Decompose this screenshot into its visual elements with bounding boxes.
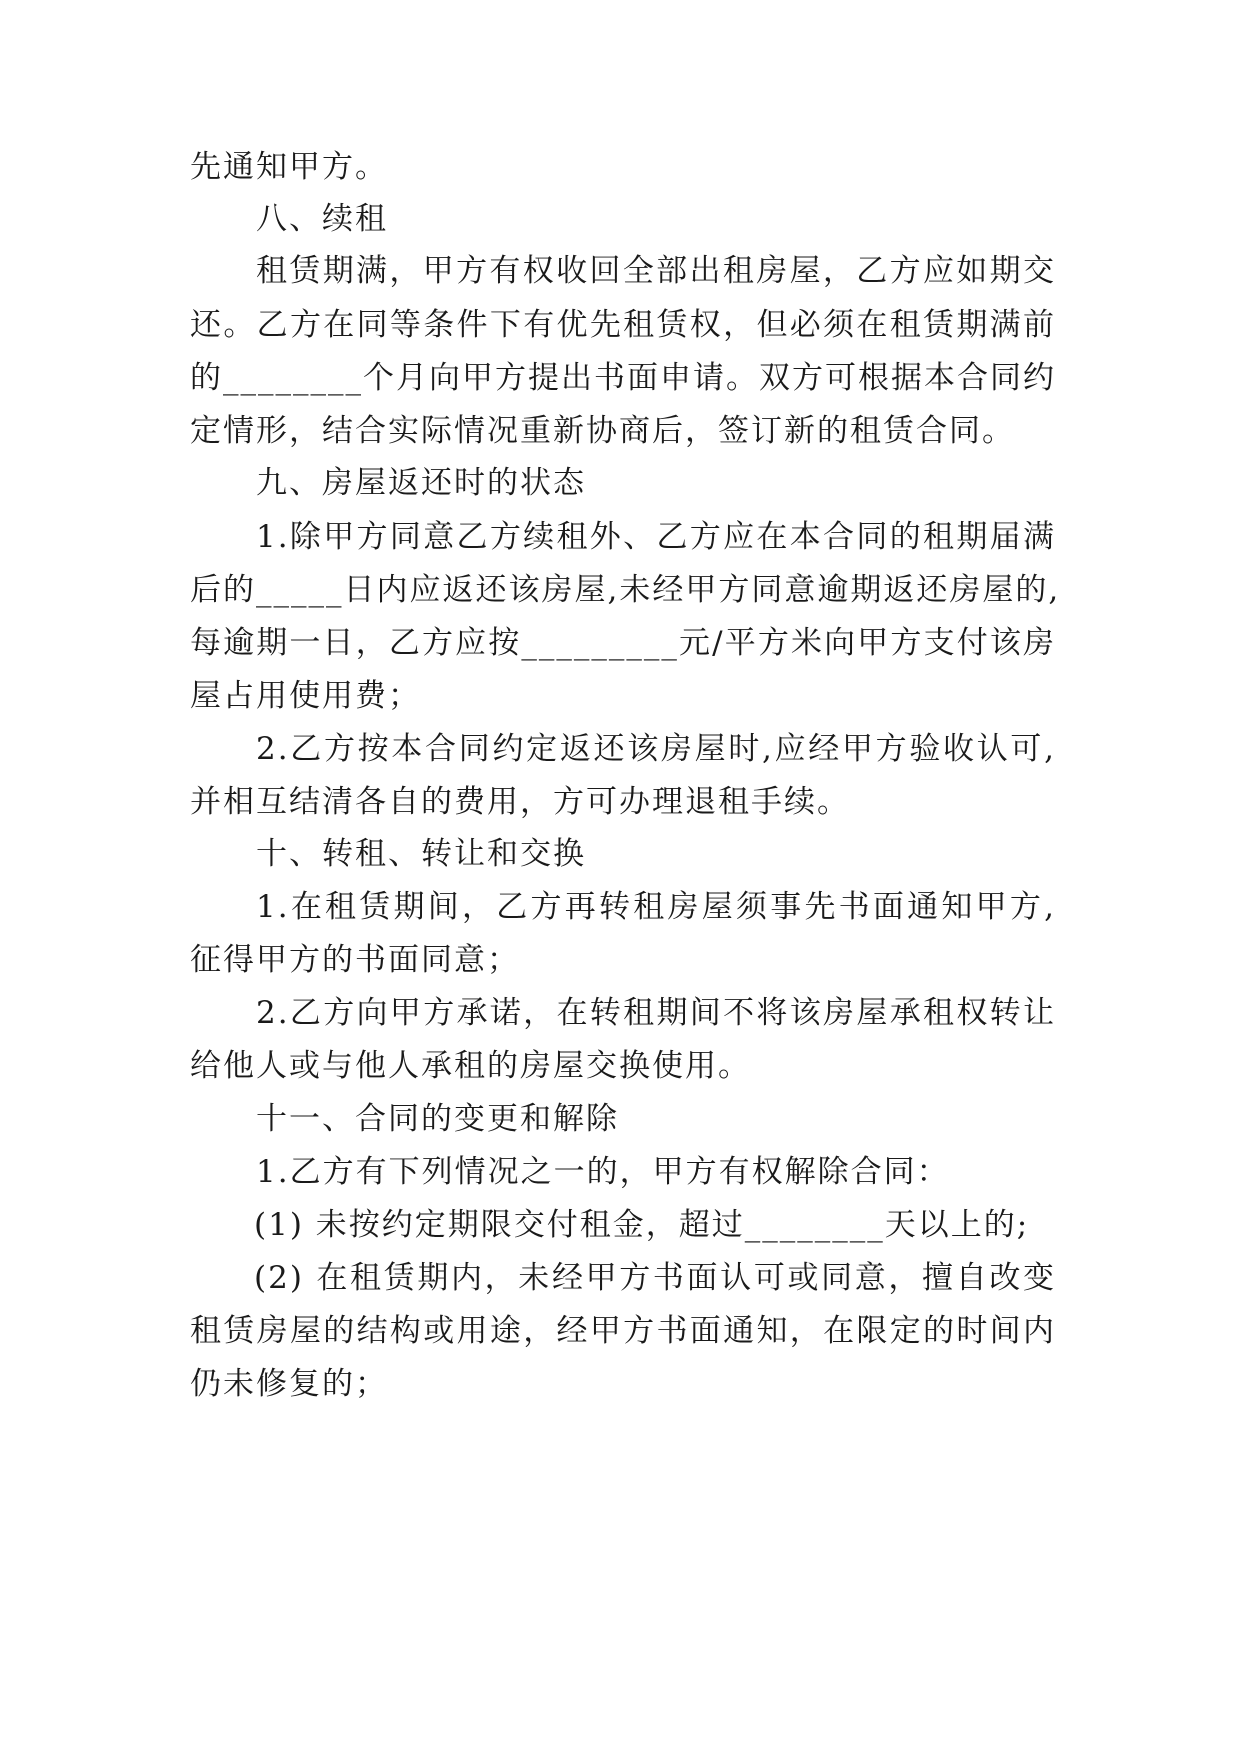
paragraph-line: 租赁期满，甲方有权收回全部出租房屋，乙方应如期交	[256, 253, 1056, 289]
paragraph-line: 还。乙方在同等条件下有优先租赁权，但必须在租赁期满前	[190, 307, 1056, 343]
clause-line: 1.乙方有下列情况之一的，甲方有权解除合同：	[256, 1154, 950, 1190]
clause-line: 征得甲方的书面同意；	[190, 942, 520, 978]
section-heading-11: 十一、合同的变更和解除	[256, 1101, 619, 1137]
clause-line: 2.乙方向甲方承诺，在转租期间不将该房屋承租权转让	[256, 995, 1056, 1031]
sub-clause-line: (1) 未按约定期限交付租金，超过________天以上的;	[254, 1207, 1030, 1243]
clause-line: 并相互结清各自的费用，方可办理退租手续。	[190, 784, 850, 820]
sub-clause-line: 租赁房屋的结构或用途，经甲方书面通知，在限定的时间内	[190, 1313, 1056, 1349]
clause-line: 给他人或与他人承租的房屋交换使用。	[190, 1048, 751, 1084]
sub-clause-line: 仍未修复的；	[190, 1366, 388, 1402]
clause-line: 2.乙方按本合同约定返还该房屋时,应经甲方验收认可,	[256, 731, 1056, 767]
clause-line: 每逾期一日，乙方应按_________元/平方米向甲方支付该房	[190, 625, 1056, 661]
sub-clause-line: (2) 在租赁期内，未经甲方书面认可或同意，擅自改变	[254, 1260, 1056, 1296]
clause-line: 后的_____日内应返还该房屋,未经甲方同意逾期返还房屋的,	[190, 572, 1061, 608]
clause-line: 屋占用使用费；	[190, 678, 421, 714]
clause-line: 1.除甲方同意乙方续租外、乙方应在本合同的租期届满	[256, 519, 1056, 555]
text-line: 先通知甲方。	[190, 149, 388, 185]
section-heading-9: 九、房屋返还时的状态	[256, 465, 586, 501]
paragraph-line: 定情形，结合实际情况重新协商后，签订新的租赁合同。	[190, 413, 1015, 449]
paragraph-line: 的________个月向甲方提出书面申请。双方可根据本合同约	[190, 360, 1056, 396]
section-heading-10: 十、转租、转让和交换	[256, 836, 586, 872]
section-heading-8: 八、续租	[256, 201, 388, 237]
clause-line: 1.在租赁期间，乙方再转租房屋须事先书面通知甲方,	[256, 889, 1056, 925]
